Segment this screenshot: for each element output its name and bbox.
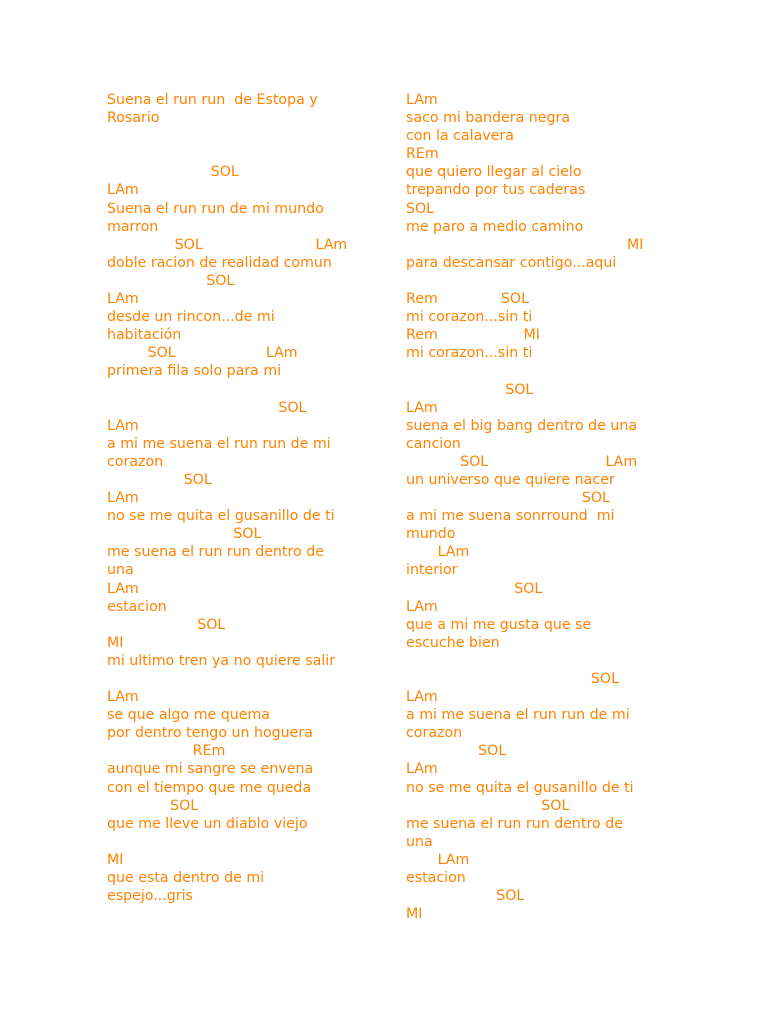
song-line: a mi me suena el run run de mi: [406, 707, 630, 724]
song-line: mundo: [406, 526, 456, 543]
song-line: SOL: [406, 200, 435, 217]
song-line: cancion: [406, 435, 461, 452]
song-line: LAm: [406, 598, 438, 615]
song-line: que quiero llegar al cielo: [406, 164, 582, 181]
song-line: SOL: [406, 888, 525, 905]
song-line: SOL: [107, 471, 212, 488]
song-line: SOL: [107, 164, 239, 181]
song-line: LAm: [107, 490, 139, 507]
song-line: habitación: [107, 327, 182, 344]
song-line: estacion: [107, 598, 167, 615]
song-line: SOL LAm: [107, 345, 298, 362]
song-line: a mi me suena sonrround mi: [406, 508, 615, 525]
song-line: a mi me suena el run run de mi: [107, 435, 331, 452]
song-line: mi corazon...sin ti: [406, 345, 533, 362]
song-line: SOL LAm: [406, 453, 638, 470]
left-column: [107, 91, 397, 905]
song-line: con el tiempo que me queda: [107, 779, 312, 796]
song-line: MI: [107, 634, 124, 651]
song-line: LAm: [406, 92, 438, 108]
song-line: LAm: [107, 417, 139, 434]
song-line: una: [406, 833, 433, 850]
song-line: para descansar contigo...aqui: [406, 254, 617, 271]
song-line: [107, 127, 397, 145]
song-line: Rem MI: [406, 327, 540, 344]
song-line: que esta dentro de mi: [107, 870, 265, 887]
song-line: me suena el run run dentro de: [406, 815, 623, 832]
song-line: REm: [107, 743, 226, 760]
song-line: SOL: [107, 399, 307, 416]
song-line: marron: [107, 218, 159, 235]
song-line: LAm: [406, 544, 470, 561]
song-line: SOL: [406, 797, 570, 814]
song-line: doble racion de realidad comun: [107, 254, 332, 271]
song-line: LAm: [406, 399, 438, 416]
song-line: se que algo me quema: [107, 707, 270, 724]
song-line: desde un rincon...de mi: [107, 309, 275, 326]
song-line: interior: [406, 562, 458, 579]
song-line: trepando por tus caderas: [406, 182, 586, 199]
song-line: no se me quita el gusanillo de ti: [107, 508, 335, 525]
song-line: un universo que quiere nacer: [406, 471, 615, 488]
song-line: que a mi me gusta que se: [406, 616, 592, 633]
song-line: [107, 381, 397, 399]
song-line: LAm: [107, 291, 139, 308]
song-line: [107, 145, 397, 163]
song-line: LAm: [406, 689, 438, 706]
song-line: una: [107, 562, 134, 579]
song-line: [107, 833, 397, 851]
song-line: LAm: [107, 580, 139, 597]
song-line: [406, 362, 706, 380]
song-line: Suena el run run de Estopa y: [107, 92, 318, 108]
song-line: Rem SOL: [406, 291, 529, 308]
song-line: LAm: [107, 689, 139, 706]
song-line: mi corazon...sin ti: [406, 309, 533, 326]
song-line: SOL: [107, 272, 235, 289]
song-line: estacion: [406, 870, 466, 887]
song-line: [406, 652, 706, 670]
song-line: escuche bien: [406, 634, 500, 651]
song-line: SOL: [107, 526, 262, 543]
song-line: que me lleve un diablo viejo: [107, 815, 308, 832]
song-line: Suena el run run de mi mundo: [107, 200, 324, 217]
song-line: LAm: [406, 851, 470, 868]
song-line: MI: [406, 906, 423, 923]
song-line: espejo...gris: [107, 888, 193, 905]
song-line: SOL: [406, 381, 534, 398]
song-line: SOL LAm: [107, 236, 348, 253]
song-line: mi ultimo tren ya no quiere salir: [107, 652, 336, 669]
song-line: [406, 272, 706, 290]
song-line: SOL: [406, 490, 610, 507]
song-line: LAm: [107, 182, 139, 199]
song-line: me paro a medio camino: [406, 218, 584, 235]
song-line: primera fila solo para mi: [107, 363, 282, 380]
song-line: me suena el run run dentro de: [107, 544, 324, 561]
song-line: SOL: [107, 616, 226, 633]
song-line: SOL: [107, 797, 199, 814]
song-line: con la calavera: [406, 128, 514, 145]
song-line: suena el big bang dentro de una: [406, 417, 638, 434]
song-line: saco mi bandera negra: [406, 110, 571, 127]
song-line: LAm: [406, 761, 438, 778]
right-column: [406, 91, 706, 923]
song-line: por dentro tengo un hoguera: [107, 725, 313, 742]
song-line: SOL: [406, 580, 543, 597]
song-line: corazon: [107, 453, 164, 470]
song-line: Rosario: [107, 110, 160, 127]
song-line: no se me quita el gusanillo de ti: [406, 779, 634, 796]
song-line: [107, 670, 397, 688]
song-line: SOL: [406, 743, 507, 760]
song-line: MI: [107, 851, 124, 868]
song-line: corazon: [406, 725, 463, 742]
song-line: SOL: [406, 671, 619, 687]
song-line: REm: [406, 146, 439, 163]
song-line: MI: [406, 236, 644, 253]
song-line: aunque mi sangre se envena: [107, 761, 314, 778]
